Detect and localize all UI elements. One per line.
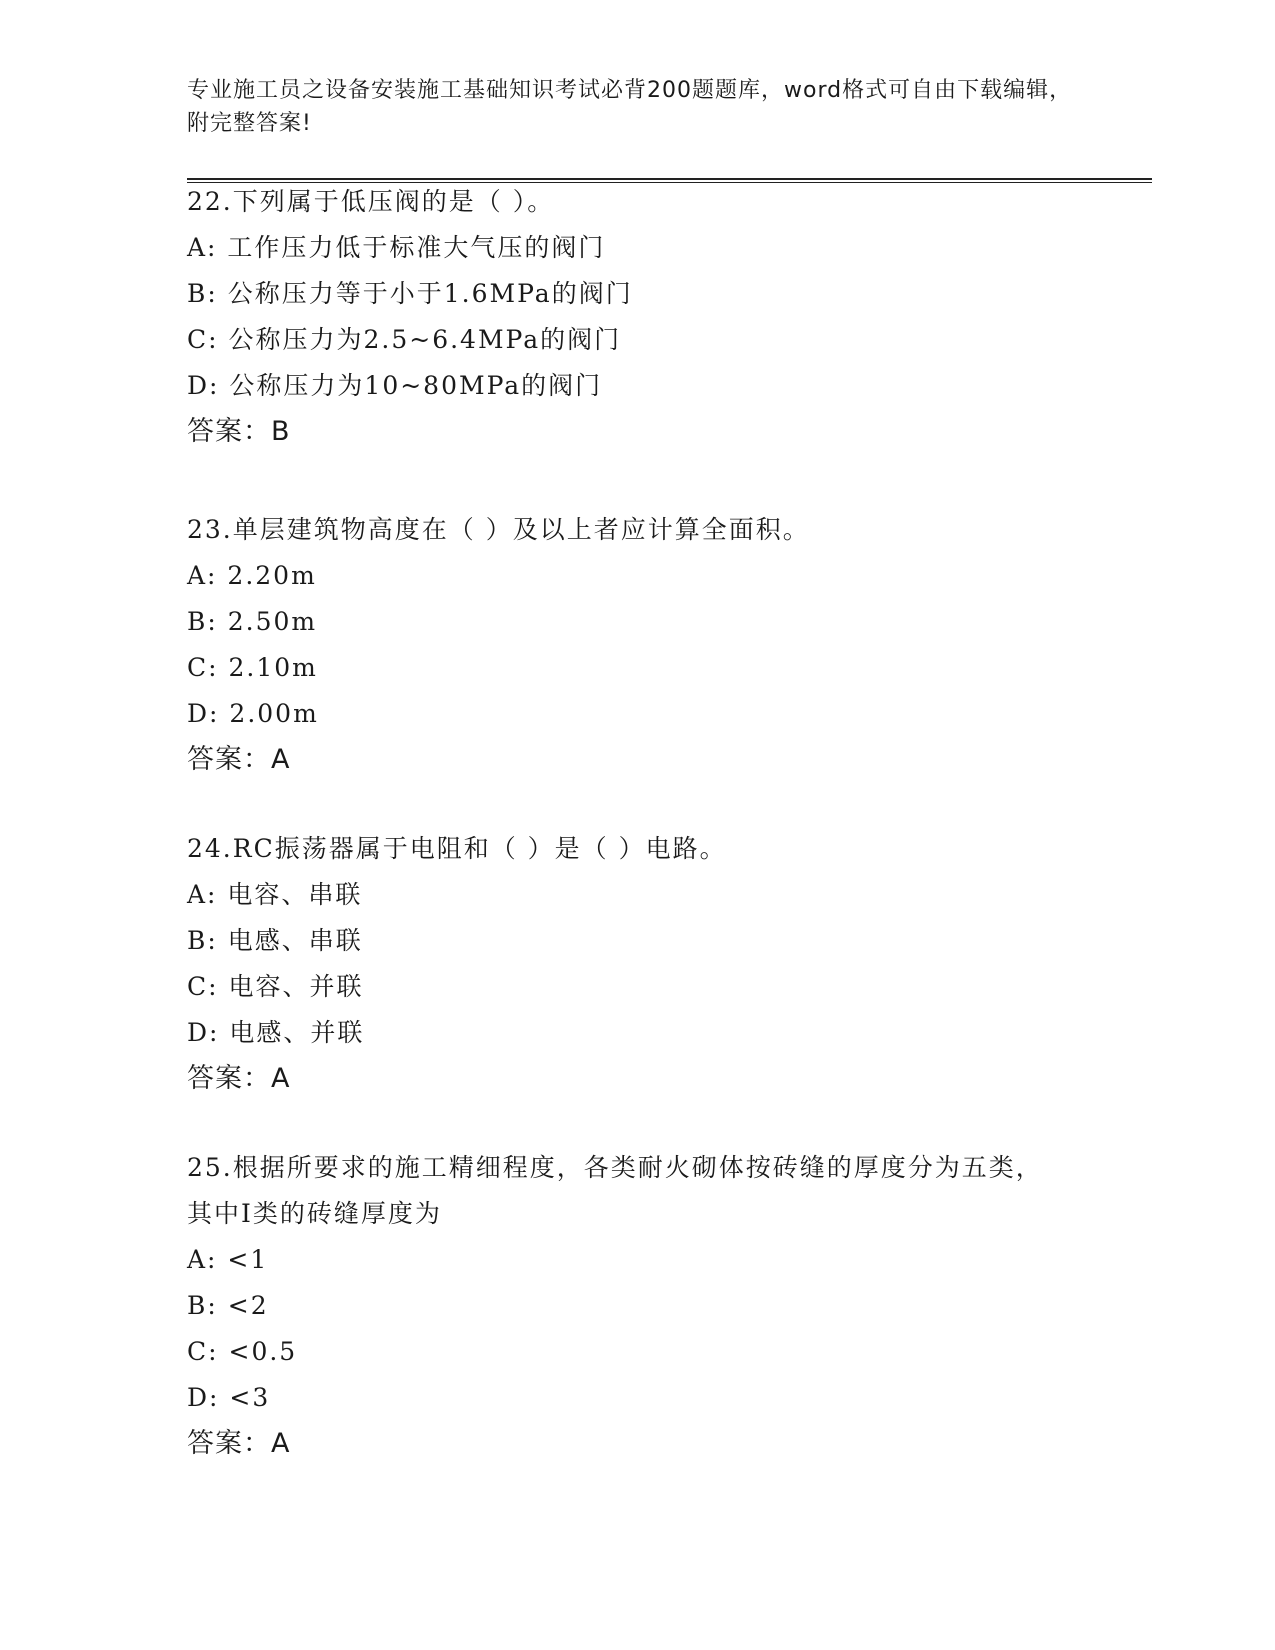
question-22 bbox=[187, 179, 1087, 455]
option-d: D: 2.00m bbox=[187, 699, 319, 728]
answer-line: 答案：A bbox=[187, 744, 291, 775]
option-d: D: <3 bbox=[187, 1383, 271, 1412]
option-c: C: <0.5 bbox=[187, 1337, 298, 1366]
option-b: B: <2 bbox=[187, 1291, 269, 1320]
question-24 bbox=[187, 826, 1087, 1102]
option-a: A: 工作压力低于标准大气压的阀门 bbox=[187, 233, 606, 262]
option-b: B: 公称压力等于小于1.6MPa的阀门 bbox=[187, 279, 633, 308]
option-c: C: 公称压力为2.5~6.4MPa的阀门 bbox=[187, 325, 622, 354]
question-stem: 22.下列属于低压阀的是（ ）。 bbox=[187, 187, 555, 216]
question-25 bbox=[187, 1145, 1087, 1467]
option-d: D: 电感、并联 bbox=[187, 1018, 365, 1047]
question-stem: 23.单层建筑物高度在（ ）及以上者应计算全面积。 bbox=[187, 515, 810, 544]
answer-line: 答案：B bbox=[187, 416, 291, 447]
option-c: C: 电容、并联 bbox=[187, 972, 364, 1001]
question-23 bbox=[187, 507, 1087, 783]
option-a: A: <1 bbox=[187, 1245, 269, 1274]
option-b: B: 电感、串联 bbox=[187, 926, 363, 955]
option-a: A: 电容、串联 bbox=[187, 880, 363, 909]
question-stem: 25.根据所要求的施工精细程度，各类耐火砌体按砖缝的厚度分为五类，其中I类的砖缝厚度为 bbox=[187, 1153, 1043, 1228]
option-d: D: 公称压力为10~80MPa的阀门 bbox=[187, 371, 603, 400]
option-a: A: 2.20m bbox=[187, 561, 317, 590]
option-c: C: 2.10m bbox=[187, 653, 318, 682]
question-stem: 24.RC振荡器属于电阻和（ ）是（ ）电路。 bbox=[187, 834, 727, 863]
option-b: B: 2.50m bbox=[187, 607, 318, 636]
answer-line: 答案：A bbox=[187, 1428, 291, 1459]
answer-line: 答案：A bbox=[187, 1063, 291, 1094]
document-title: 专业施工员之设备安装施工基础知识考试必背200题题库，word格式可自由下载编辑，附完整答案! bbox=[187, 78, 1073, 136]
